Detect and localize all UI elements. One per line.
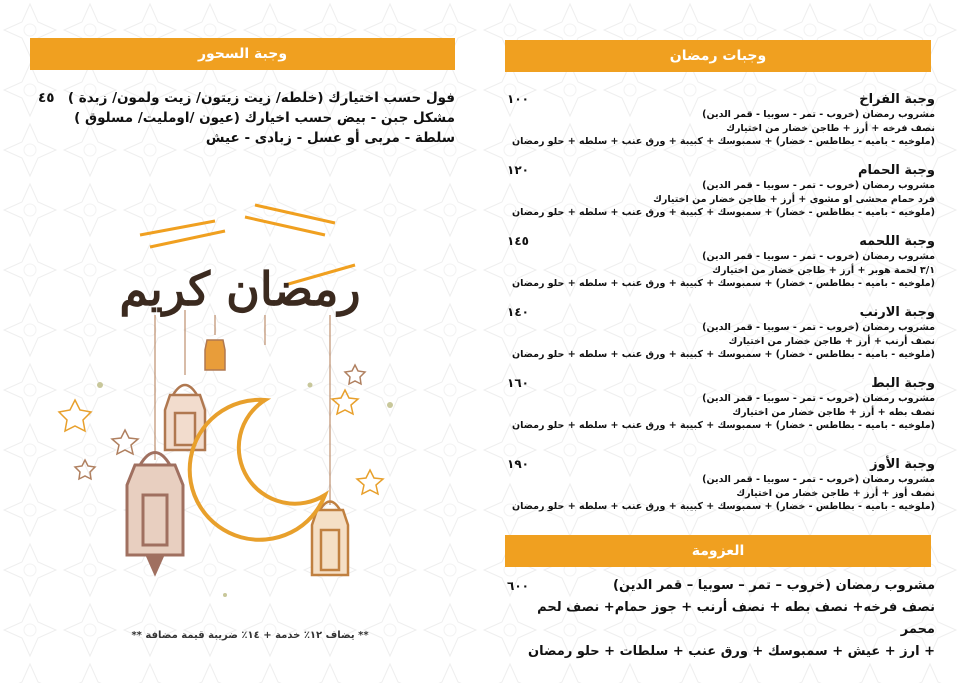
meal-line: مشروب رمضان (خروب - تمر - سوبيا - قمر الدين) <box>702 393 935 404</box>
suhoor-line <box>30 108 455 128</box>
meal-line: (ملوخيه - باميه - بطاطس - خضار) + سمبوسك + كبيبة + ورق عنب + سلطه + حلو رمضان <box>512 501 935 512</box>
meal-item <box>505 376 935 433</box>
azooma-line: نصف فرخه+ نصف بطه + نصف أرنب + جوز حمام+ نصف لحم محمر <box>537 600 935 637</box>
meal-line: (ملوخيه - باميه - بطاطس - خضار) + سمبوسك + كبيبة + ورق عنب + سلطه + حلو رمضان <box>512 207 935 218</box>
meal-line: فرد حمام محشى او مشوى + أرز + طاجن خضار من اختيارك <box>653 193 935 205</box>
meal-title: وجبة الحمام <box>858 163 935 178</box>
meal-line: (ملوخيه - باميه - بطاطس - خضار) + سمبوسك + كبيبة + ورق عنب + سلطه + حلو رمضان <box>512 278 935 289</box>
meal-line: مشروب رمضان (خروب - تمر - سوبيا - قمر الدين) <box>702 109 935 120</box>
meal-price: ١٤٥ <box>507 234 529 248</box>
azooma-line: مشروب رمضان (خروب – تمر – سوبيا – قمر الدين) <box>613 578 935 593</box>
meal-line: نصف أرنب + أرز + طاجن خضار من اختيارك <box>728 335 935 347</box>
meal-line: نصف أوز + أرز + طاجن خضار من اختيارك <box>736 487 935 499</box>
meal-title: وجبة الفراخ <box>859 92 935 107</box>
suhoor-header: وجبة السحور <box>30 38 455 70</box>
meal-price: ١٠٠ <box>507 92 529 106</box>
meal-line: نصف بطه + أرز + طاجن خضار من اختيارك <box>732 406 935 418</box>
azooma-menu <box>505 575 935 663</box>
meal-price: ١٢٠ <box>507 163 529 177</box>
suhoor-price: ٤٥ <box>38 90 55 106</box>
ramadan-meals-header: وجبات رمضان <box>505 40 931 72</box>
meal-line: نصف فرخه + أرز + طاجن خضار من اختيارك <box>726 122 935 134</box>
meal-price: ١٤٠ <box>507 305 529 319</box>
meal-item <box>505 457 935 514</box>
meal-line: ٣/١ لحمة هوبر + أرز + طاجن خضار من اختيارك <box>712 264 935 276</box>
suhoor-line-text: سلطة - مربى أو عسل - زبادى - عيش <box>205 130 455 146</box>
meal-line: مشروب رمضان (خروب - تمر - سوبيا - قمر الدين) <box>702 322 935 333</box>
ramadan-kareem-illustration <box>55 195 425 615</box>
meal-title: وجبة البط <box>871 376 935 391</box>
meal-price: ١٦٠ <box>507 376 529 390</box>
lantern-icon <box>205 340 225 370</box>
meal-line: (ملوخيه - باميه - بطاطس - خضار) + سمبوسك + كبيبة + ورق عنب + سلطه + حلو رمضان <box>512 136 935 147</box>
azooma-price: ٦٠٠ <box>507 579 529 593</box>
meal-line: مشروب رمضان (خروب - تمر - سوبيا - قمر الدين) <box>702 180 935 191</box>
meal-item <box>505 305 935 362</box>
meal-title: وجبة اللحمه <box>859 234 935 249</box>
suhoor-menu <box>30 88 455 148</box>
suhoor-line-text: مشكل جبن - بيض حسب اخيارك (عيون /اومليت/ مسلوق ) <box>74 110 455 126</box>
meal-title: وجبة الارنب <box>859 305 935 320</box>
meal-item <box>505 163 935 220</box>
meal-line: (ملوخيه - باميه - بطاطس - خضار) + سمبوسك + كبيبة + ورق عنب + سلطه + حلو رمضان <box>512 420 935 431</box>
suhoor-line <box>30 88 455 108</box>
lantern-icon <box>165 385 205 450</box>
meal-price: ١٩٠ <box>507 457 529 471</box>
service-tax-note: ** يضاف ١٢٪ خدمة + ١٤٪ ضريبة قيمة مضافة ** <box>131 630 369 641</box>
meal-item <box>505 234 935 291</box>
meal-line: (ملوخيه - باميه - بطاطس - خضار) + سمبوسك + كبيبة + ورق عنب + سلطه + حلو رمضان <box>512 349 935 360</box>
star-icon <box>59 390 383 494</box>
suhoor-line <box>30 128 455 148</box>
meal-line: مشروب رمضان (خروب - تمر - سوبيا - قمر الدين) <box>702 251 935 262</box>
suhoor-line-text: فول حسب اختيارك (خلطه/ زيت زيتون/ زيت ولمون/ زبدة ) <box>67 90 455 106</box>
ramadan-kareem-text: رمضان كريم <box>119 262 361 316</box>
meal-item <box>505 92 935 149</box>
azooma-header: العزومة <box>505 535 931 567</box>
meal-title: وجبة الأوز <box>870 457 935 472</box>
meal-line: مشروب رمضان (خروب - تمر - سوبيا - قمر الدين) <box>702 474 935 485</box>
crescent-moon-icon <box>190 400 325 540</box>
azooma-line: + ارز + عيش + سمبوسك + ورق عنب + سلطات + حلو رمضان <box>527 644 935 659</box>
star-icon <box>75 365 365 479</box>
lantern-icon <box>127 453 183 574</box>
